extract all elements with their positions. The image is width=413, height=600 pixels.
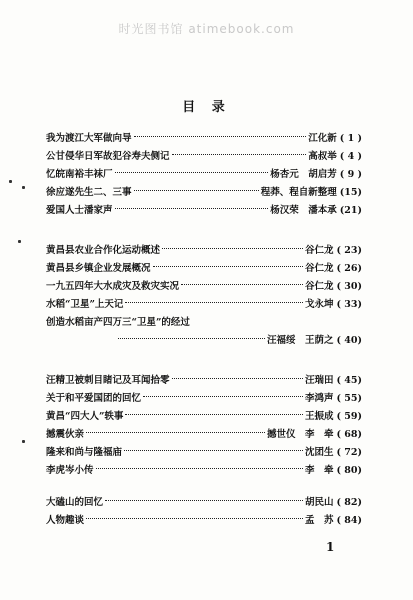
- toc-entry: [46, 202, 362, 220]
- entry-page: ( 84): [336, 515, 362, 526]
- entry-title: 公甘侵华日军故犯谷寿夫侧记: [46, 151, 170, 162]
- dot-leader: [125, 302, 303, 303]
- toc-entry: [46, 148, 362, 166]
- entry-author: 谷仁龙: [304, 281, 334, 292]
- toc-entry: [46, 372, 362, 390]
- entry-author: 撼世仪 李 牵: [266, 429, 334, 440]
- toc-entry: [46, 332, 362, 350]
- entry-page: ( 72): [336, 447, 362, 458]
- toc-entry: [46, 390, 362, 408]
- toc-entry: [46, 494, 362, 512]
- dot-leader: [134, 136, 307, 137]
- dot-leader: [124, 450, 303, 451]
- toc-entry: [46, 462, 362, 480]
- entry-title: 徐应遂先生二、三事: [46, 187, 132, 198]
- entry-page: ( 33): [336, 299, 362, 310]
- entry-page: ( 45): [336, 375, 362, 386]
- entry-title: 水稻“卫星”上天记: [46, 299, 124, 310]
- entry-author: 李鸿声: [304, 393, 334, 404]
- entry-page: ( 30): [336, 281, 362, 292]
- entry-title: 一九五四年大水成灾及救灾实况: [46, 281, 180, 292]
- dot-leader: [118, 338, 265, 339]
- scan-speck: [18, 240, 21, 243]
- entry-page: ( 55): [336, 393, 362, 404]
- entry-title: 人物趣谈: [46, 515, 85, 526]
- entry-page: ( 26): [336, 263, 362, 274]
- entry-author: 杨杏元 胡启芳: [270, 169, 337, 180]
- entry-page: ( 59): [336, 411, 362, 422]
- entry-title: 黄昌“四大人”轶事: [46, 411, 124, 422]
- dot-leader: [115, 172, 269, 173]
- toc-entry: [46, 408, 362, 426]
- dot-leader: [96, 468, 303, 469]
- page-number: 1: [326, 540, 335, 554]
- entry-page: ( 9 ): [339, 169, 362, 180]
- scan-speck: [22, 186, 25, 189]
- entry-author: 汪瑞田: [304, 375, 334, 386]
- entry-title: 爱国人士潘家声: [46, 205, 113, 216]
- dot-leader: [172, 154, 307, 155]
- entry-title: 李虎岑小传: [46, 465, 94, 476]
- entry-author: 王振成: [304, 411, 334, 422]
- entry-page: (15): [339, 187, 362, 198]
- dot-leader: [181, 284, 303, 285]
- entry-author: 程莽、程自新整理: [260, 187, 337, 198]
- entry-page: ( 80): [336, 465, 362, 476]
- dot-leader: [86, 432, 265, 433]
- entry-author: 沈团生: [304, 447, 334, 458]
- entry-author: 李 牵: [304, 465, 334, 476]
- toc-entry: [46, 260, 362, 278]
- entry-title: 撼震伙亲: [46, 429, 85, 440]
- dot-leader: [134, 190, 259, 191]
- dot-leader: [162, 248, 303, 249]
- entry-author: 戈永坤: [304, 299, 334, 310]
- entry-author: 谷仁龙: [304, 263, 334, 274]
- watermark-text: 时光图书馆 atimebook.com: [118, 22, 295, 36]
- entry-title: 忆皖南裕丰袜厂: [46, 169, 113, 180]
- entry-page: ( 4 ): [339, 151, 362, 162]
- dot-leader: [105, 500, 303, 501]
- toc-entry: [46, 444, 362, 462]
- entry-author: 汪福绥 王荫之: [266, 335, 334, 346]
- toc-entry: [46, 314, 362, 332]
- toc-entry: [46, 242, 362, 260]
- entry-title: 黄昌县农业合作化运动概述: [46, 245, 161, 256]
- entry-author: 谷仁龙: [304, 245, 334, 256]
- toc-entry: [46, 512, 362, 530]
- entry-title: 汪精卫被刺目睹记及耳闻拾零: [46, 375, 170, 386]
- toc-entry: [46, 426, 362, 444]
- scan-speck: [9, 180, 12, 183]
- toc-entry: [46, 130, 362, 148]
- entry-page: ( 68): [336, 429, 362, 440]
- toc-entry: [46, 184, 362, 202]
- dot-leader: [153, 266, 303, 267]
- entry-author: 高叔举: [308, 151, 337, 162]
- entry-title: 我为渡江大军做向导: [46, 133, 132, 144]
- entry-page: ( 1 ): [339, 133, 362, 144]
- entry-title: 创造水稻亩产四万三“卫星”的经过: [46, 317, 190, 328]
- entry-title: 关于和平爱国团的回忆: [46, 393, 142, 404]
- toc-entry: [46, 166, 362, 184]
- dot-leader: [115, 208, 269, 209]
- dot-leader: [125, 414, 303, 415]
- entry-title: 隆来和尚与隆福庙: [46, 447, 123, 458]
- toc-section-1: [46, 130, 362, 220]
- entry-page: ( 40): [336, 335, 362, 346]
- scan-speck: [22, 440, 25, 443]
- entry-title: 大磕山的回忆: [46, 497, 104, 508]
- entry-author: 孟 苏: [304, 515, 334, 526]
- toc-section-2: [46, 242, 362, 350]
- dot-leader: [86, 518, 303, 519]
- entry-page: (21): [339, 205, 362, 216]
- dot-leader: [172, 378, 303, 379]
- toc-section-4: [46, 494, 362, 530]
- entry-author: 杨汉荣 潘本承: [270, 205, 337, 216]
- toc-entry: [46, 296, 362, 314]
- dot-leader: [143, 396, 303, 397]
- entry-author: 胡民山: [304, 497, 334, 508]
- entry-page: ( 23): [336, 245, 362, 256]
- entry-author: 江化新: [308, 133, 337, 144]
- entry-page: ( 82): [336, 497, 362, 508]
- entry-title: 黄昌县乡镇企业发展概况: [46, 263, 151, 274]
- page-title: 目 录: [182, 100, 231, 115]
- toc-section-3: [46, 372, 362, 480]
- toc-entry: [46, 278, 362, 296]
